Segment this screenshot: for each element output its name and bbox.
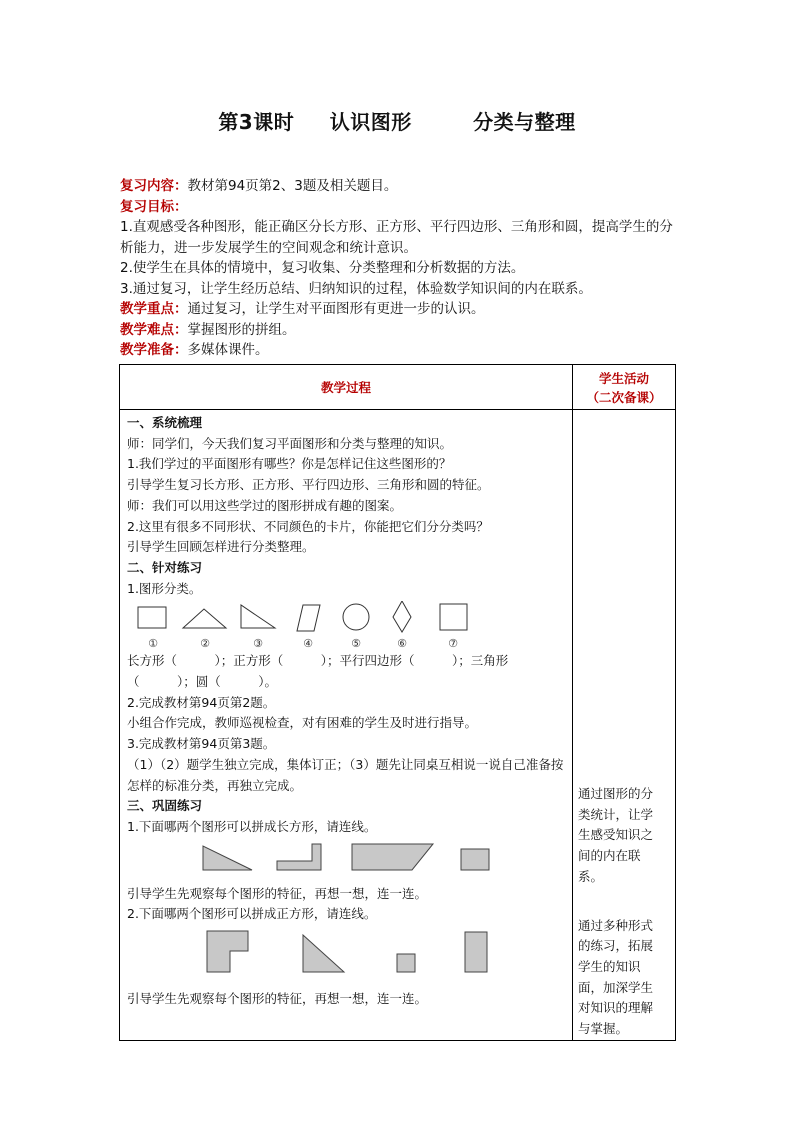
circle-shape [343, 604, 369, 630]
parallelogram-shape [297, 605, 320, 631]
text-line: 1.我们学过的平面图形有哪些？你是怎样记住这些图形的？ [127, 456, 452, 472]
title-topic: 认识图形 [329, 110, 412, 134]
header-teaching-process: 教学过程 [120, 365, 573, 410]
side-note-line: 学生的知识 [578, 958, 641, 974]
rhombus-shape [393, 601, 411, 632]
text-line: 1.下面哪两个图形可以拼成长方形，请连线。 [127, 818, 377, 834]
side-note-line: 的练习，拓展 [578, 938, 654, 954]
teaching-prep: 教学准备：多媒体课件。 [120, 342, 269, 358]
side-note-line: 系。 [578, 868, 604, 884]
square-shape [440, 604, 467, 630]
text-line: 3.完成教材第94页第3题。 [127, 736, 276, 752]
section-heading: 一、系统梳理 [127, 415, 203, 430]
text-line: （1）（2）题学生独立完成，集体订正；（3）题先让同桌互相说一说自己准备按怎样的标准分类，再独立完成。 [127, 756, 564, 793]
title-lesson: 第3课时 [218, 110, 295, 134]
shape-label: ② [200, 637, 210, 651]
section-heading: 三、巩固练习 [127, 798, 203, 814]
square-compose-figure [127, 925, 566, 989]
side-note-line: 间的内在联 [578, 848, 641, 864]
text-line: 2.这里有很多不同形状、不同颜色的卡片，你能把它们分分类吗？ [127, 518, 489, 534]
right-triangle-shape [241, 605, 275, 628]
text-line: 引导学生回顾怎样进行分类整理。 [127, 539, 315, 555]
review-goals-label: 复习目标： [120, 198, 188, 215]
text-line: 小组合作完成，教师巡视检查，对有困难的学生及时进行指导。 [127, 715, 478, 731]
text-line: 2.下面哪两个图形可以拼成正方形，请连线。 [127, 906, 377, 922]
goal-1: 1.直观感受各种图形，能正确区分长方形、正方形、平行四边形、三角形和圆，提高学生的分析能力，进一步发展学生的空间观念和统计意识。 [120, 219, 673, 256]
shape-label: ⑥ [397, 637, 407, 651]
text-line: 引导学生先观察每个图形的特征，再想一想，连一连。 [127, 991, 428, 1007]
side-note-line: 对知识的理解 [578, 1000, 654, 1016]
shape-classification-figure [127, 601, 566, 651]
text-line: 1.图形分类。 [127, 580, 202, 596]
shapes-svg [127, 601, 567, 651]
shape-label: ③ [253, 637, 263, 651]
review-content: 复习内容：教材第94页第2、3题及相关题目。 [120, 178, 398, 194]
l-shape-piece [207, 931, 248, 972]
tall-rectangle-piece [465, 932, 487, 972]
goal-3: 3.通过复习，让学生经历总结、归纳知识的过程，体验数学知识间的内在联系。 [120, 280, 592, 297]
section-heading: 二、针对练习 [127, 559, 203, 575]
triangle-shape [183, 609, 226, 628]
side-note-line: 与掌握。 [578, 1021, 629, 1037]
page-title [0, 106, 794, 135]
side-note-line: 生感受知识之 [578, 827, 654, 843]
lesson-table [119, 364, 676, 1041]
text-line: 师：我们可以用这些学过的图形拼成有趣的图案。 [127, 497, 403, 513]
shape-label: ⑤ [351, 637, 361, 651]
text-line: 2.完成教材第94页第2题。 [127, 694, 276, 710]
triangle-piece [203, 846, 252, 870]
teaching-difficulty: 教学难点：掌握图形的拼组。 [120, 321, 296, 338]
student-activity-cell [573, 410, 676, 1041]
shape-label: ⑦ [448, 637, 458, 651]
l-shape-piece [277, 844, 321, 870]
process-cell [120, 410, 573, 1041]
fill-blank-line: 长方形（ ）；正方形（ ）；平行四边形（ ）；三角形 [127, 653, 509, 669]
header-student-activity: 学生活动 （二次备课） [573, 365, 676, 410]
text-line: 引导学生先观察每个图形的特征，再想一想，连一连。 [127, 885, 428, 901]
triangle-piece [303, 935, 344, 972]
shape-label: ① [148, 637, 158, 651]
goal-2: 2.使学生在具体的情境中，复习收集、分类整理和分析数据的方法。 [120, 260, 525, 276]
intro-section [120, 176, 680, 361]
side-note-line: 类统计，让学 [578, 806, 654, 822]
side-note-line: 通过图形的分 [578, 786, 654, 801]
teaching-key: 教学重点：通过复习，让学生对平面图形有更进一步的认识。 [120, 301, 485, 317]
shape-label: ④ [303, 637, 313, 651]
side-note-line: 通过多种形式 [578, 917, 654, 933]
trapezoid-piece [352, 844, 433, 870]
title-subtopic: 分类与整理 [473, 110, 576, 134]
small-square-piece [397, 954, 415, 972]
text-line: 师：同学们，今天我们复习平面图形和分类与整理的知识。 [127, 435, 453, 451]
text-line: 引导学生复习长方形、正方形、平行四边形、三角形和圆的特征。 [127, 477, 490, 493]
side-note-line: 面，加深学生 [578, 979, 654, 995]
rectangle-shape [138, 607, 166, 628]
rectangle-piece [461, 849, 489, 870]
rectangle-compose-figure [127, 838, 566, 884]
fill-blank-line: （ ）；圆（ ）。 [127, 674, 278, 690]
